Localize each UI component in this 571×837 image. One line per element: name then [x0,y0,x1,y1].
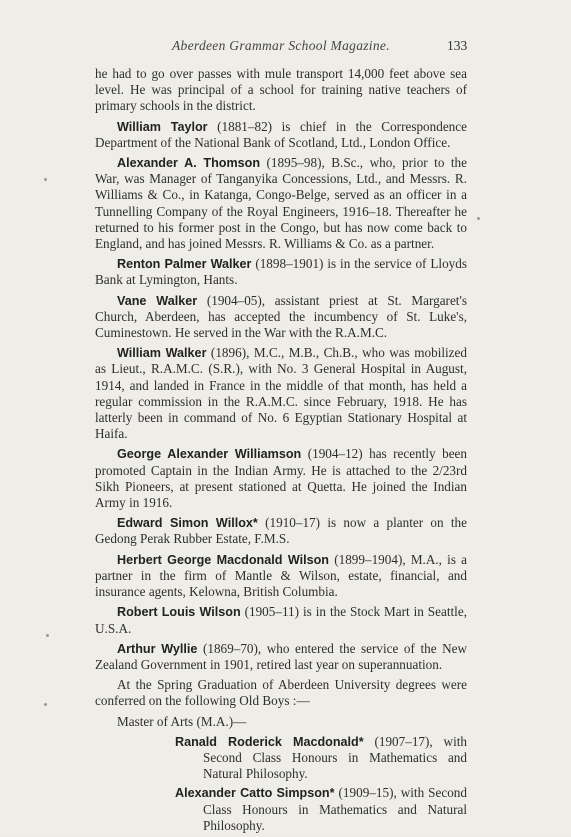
person-name: George Alexander Williamson [117,447,302,462]
paragraph-text: (1895–98), B.Sc., who, prior to the War, was Manager of Tanganyika Concessions, Ltd., and Messrs. R. Williams & Co., in Katanga, Congo-Belge, served as an officer in a Tunnelling Company of the Royal Engineers, 1916–18. Thereafter he returned to his former post in the Congo, but has now come back to England, and has joined Messrs. R. Williams & Co. as a partner. [95,155,468,252]
paragraph [95,677,467,709]
paragraph-text: (1899–1904), M.A., is a partner in the firm of Mantle & Wilson, estate, financial, and insurance agents, Kelowna, British Columbia. [95,551,467,600]
paragraph-text: (1881–82) is chief in the Correspondence Department of the National Bank of Scotland, Ltd., London Office. [95,118,467,150]
paragraph [95,155,467,252]
person-name: William Taylor [117,119,208,134]
running-title: Aberdeen Grammar School Magazine. [172,38,390,53]
degree-detail: (1907–17), with Second Class Honours in Mathematics and Natural Philosophy. [203,733,467,782]
paragraph [95,604,467,636]
page-header [0,38,571,58]
person-name: Alexander A. Thomson [117,156,261,171]
paragraph [95,119,467,151]
degree-detail: (1909–15), with Second Class Honours in Mathematics and Natural Philosophy. [203,785,467,833]
graduate-name: Ranald Roderick Macdonald* [175,734,364,749]
person-name: William Walker [117,346,207,361]
paragraph-text: (1910–17) is now a planter on the Gedong Perak Rubber Estate, F.M.S. [95,515,467,547]
paragraph [95,446,467,511]
paragraph-text: (1869–70), who entered the service of the New Zealand Government in 1901, retired last year on superannuation. [95,640,468,672]
paragraph-text: (1898–1901) is in the service of Lloyds Bank at Lymington, Hants. [95,256,467,288]
paragraph [95,345,467,442]
paragraph-text: (1904–12) has recently been promoted Captain in the Indian Army. He is attached to the 2/23rd Sikh Pioneers, at present stationed at Quetta. He joined the Indian Army in 1916. [95,446,467,511]
paragraph [95,641,467,673]
person-name: Herbert George Macdonald Wilson [117,552,330,567]
margin-speck [477,217,480,220]
paragraph [95,293,467,342]
paragraph-text: (1896), M.C., M.B., Ch.B., who was mobilized as Lieut., R.A.M.C. (S.R.), with No. 3 General Hospital in August, 1914, and landed in France in the middle of that month, has held a regular commission in the R.A.M.C. since February, 1918. He has latterly been in command of No. 6 Egyptian Stationary Hospital at Haifa. [95,345,467,442]
paragraph-text: he had to go over passes with mule transport 14,000 feet above sea level. He was principal of a school for training native teachers of primary schools in the district. [95,66,467,114]
margin-speck [46,634,49,637]
degree-list [95,734,467,834]
page-number: 133 [447,38,468,53]
person-name: Vane Walker [117,293,198,308]
person-name: Edward Simon Willox* [117,516,258,531]
margin-speck [44,703,47,706]
paragraph-text: (1904–05), assistant priest at St. Margaret's Church, Aberdeen, has accepted the incumbency of St. Luke's, Cuminestown. He served in the War with the R.A.M.C. [95,292,467,341]
person-name: Renton Palmer Walker [117,257,252,272]
degree-heading: Master of Arts (M.A.)— [117,713,247,729]
person-name: Arthur Wyllie [117,641,198,656]
degree-list-item [175,734,467,783]
paragraph [95,515,467,547]
paragraph [95,256,467,288]
paragraph-text: At the Spring Graduation of Aberdeen University degrees were conferred on the following Old Boys :— [95,677,467,709]
degree-list-item [175,785,467,834]
margin-speck [44,178,47,181]
person-name: Robert Louis Wilson [117,605,241,620]
article-body [95,66,467,837]
paragraph [95,552,467,601]
graduate-name: Alexander Catto Simpson* [175,786,335,801]
paragraph [95,66,467,115]
paragraph-text: (1905–11) is in the Stock Mart in Seattle, U.S.A. [95,604,467,636]
